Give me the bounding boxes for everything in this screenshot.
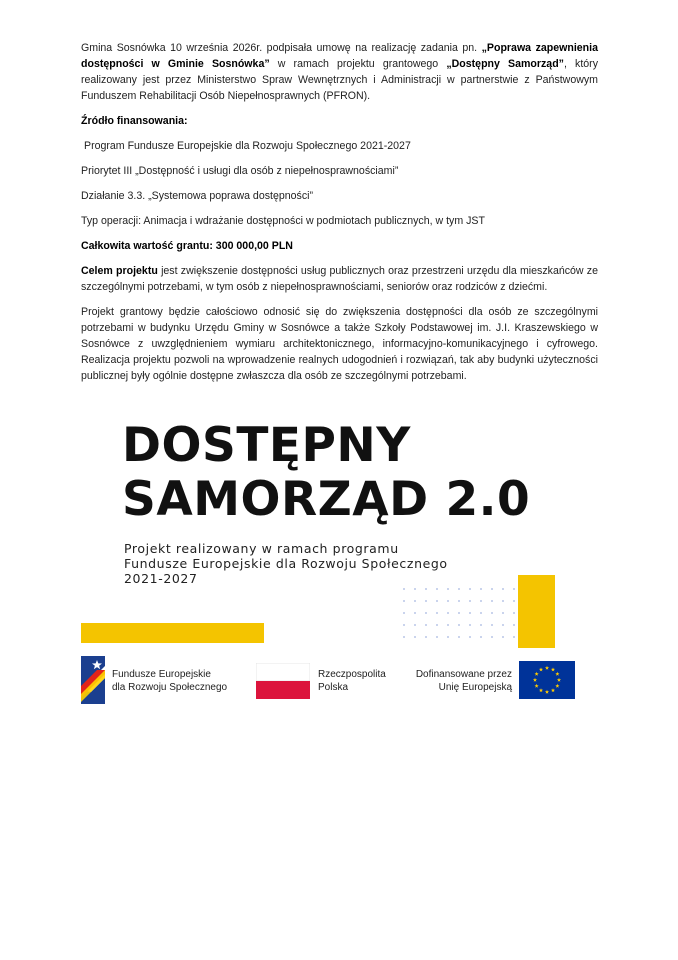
rp-logo-text: Rzeczpospolita Polska: [318, 669, 386, 693]
grid-dot: [458, 612, 460, 614]
grid-dot: [414, 612, 416, 614]
grid-dot: [414, 636, 416, 638]
grid-dot: [502, 612, 504, 614]
grid-dot: [491, 600, 493, 602]
grid-dot: [458, 600, 460, 602]
grid-dot: [502, 636, 504, 638]
grid-dot: [403, 612, 405, 614]
grid-dot: [425, 588, 427, 590]
priority-line: Priorytet III „Dostępność i usługi dla osób z niepełnosprawnościami”: [81, 165, 399, 177]
grid-dot: [480, 624, 482, 626]
yellow-accent-bar: [81, 623, 264, 643]
banner-title-line2: SAMORZĄD 2.0: [122, 472, 531, 527]
grid-dot: [403, 624, 405, 626]
decorative-dot-grid: [403, 588, 523, 648]
financing-heading: Źródło finansowania:: [81, 115, 188, 127]
grid-dot: [425, 624, 427, 626]
grid-dot: [502, 600, 504, 602]
grid-dot: [480, 588, 482, 590]
grant-value-line: Całkowita wartość grantu: 300 000,00 PLN: [81, 240, 293, 252]
grid-dot: [480, 600, 482, 602]
action-line: Działanie 3.3. „Systemowa poprawa dostępności”: [81, 190, 314, 202]
banner-subtitle-line2: Fundusze Europejskie dla Rozwoju Społecznego: [124, 556, 448, 571]
ue-logo-text: Dofinansowane przez Unię Europejską: [415, 669, 512, 693]
yellow-accent-block: [518, 575, 555, 648]
goal-paragraph: [81, 263, 598, 295]
grid-dot: [425, 636, 427, 638]
grid-dot: [414, 588, 416, 590]
grid-dot: [513, 624, 515, 626]
grid-dot: [447, 612, 449, 614]
goal-text: jest zwiększenie dostępności usług publicznych oraz przestrzeni urzędu dla mieszkańców ze szczególnymi potrzebami, w tym osób z niepełnosprawnościami, seniorów oraz rodziców z dziećmi.: [81, 265, 598, 293]
grid-dot: [447, 636, 449, 638]
banner-subtitle-line3: 2021-2027: [124, 571, 198, 586]
task-name: „Poprawa zapewnienia dostępności w Gminie Sosnówka”: [81, 42, 598, 70]
grid-dot: [491, 612, 493, 614]
grid-dot: [491, 624, 493, 626]
description-paragraph: Projekt grantowy będzie całościowo odnosić się do zwiększenia dostępności dla osób ze szczególnymi potrzebami w budynku Urzędu Gminy w Sosnówce a także Szkoły Podstawowej im. J.I. Kraszewskiego w Sosnówce z uwzględnieniem wymiaru architektonicznego, informacyjno-komunikacyjnego i cyfrowego. Realizacja projektu pozwoli na wprowadzenie realnych udogodnień i rozwiązań, tak aby budynki użyteczności publicznej były ogólnie dostępne zwłaszcza dla osób ze szczególnymi potrzebami.: [81, 306, 598, 382]
operation-type-line: Typ operacji: Animacja i wdrażanie dostępności w podmiotach publicznych, w tym JST: [81, 215, 485, 227]
grid-dot: [513, 600, 515, 602]
intro-text-3: , który realizowany jest przez Ministerstwo Spraw Wewnętrznych i Administracji w partnerstwie z Państwowym Funduszem Rehabilitacji Osób Niepełnosprawnych (PFRON).: [81, 58, 599, 102]
grid-dot: [469, 624, 471, 626]
grid-dot: [491, 588, 493, 590]
grid-dot: [447, 624, 449, 626]
fe-logo-text: Fundusze Europejskie dla Rozwoju Społecznego: [112, 669, 228, 693]
intro-text-2: w ramach projektu grantowego: [269, 58, 447, 70]
banner-title-line1: DOSTĘPNY: [122, 418, 411, 473]
banner-subtitle-line1: Projekt realizowany w ramach programu: [124, 541, 399, 556]
grid-dot: [447, 588, 449, 590]
funding-logos-strip: [81, 656, 598, 704]
grid-dot: [436, 624, 438, 626]
grid-dot: [480, 612, 482, 614]
grid-dot: [436, 600, 438, 602]
eu-flag-icon: [519, 661, 575, 704]
article-body: [81, 40, 598, 393]
grid-dot: [469, 636, 471, 638]
goal-label: Celem projektu: [81, 265, 158, 277]
grid-dot: [513, 636, 515, 638]
grid-dot: [425, 600, 427, 602]
grid-dot: [403, 588, 405, 590]
grid-dot: [447, 600, 449, 602]
grid-dot: [403, 636, 405, 638]
fe-logo-icon: [81, 656, 105, 709]
grid-dot: [502, 624, 504, 626]
grid-dot: [513, 612, 515, 614]
grid-dot: [458, 636, 460, 638]
grid-dot: [502, 588, 504, 590]
project-name: „Dostępny Samorząd”: [446, 58, 564, 70]
intro-text: Gmina Sosnówka 10 września 2026r. podpisała umowę na realizację zadania pn.: [81, 42, 482, 54]
grid-dot: [414, 600, 416, 602]
grid-dot: [469, 588, 471, 590]
grid-dot: [469, 612, 471, 614]
grid-dot: [436, 588, 438, 590]
grid-dot: [458, 624, 460, 626]
grid-dot: [469, 600, 471, 602]
grid-dot: [436, 636, 438, 638]
grid-dot: [513, 588, 515, 590]
grid-dot: [414, 624, 416, 626]
grid-dot: [491, 636, 493, 638]
grid-dot: [425, 612, 427, 614]
program-line: Program Fundusze Europejskie dla Rozwoju Społecznego 2021-2027: [84, 140, 411, 152]
intro-paragraph: [81, 40, 598, 104]
grid-dot: [436, 612, 438, 614]
dostepny-samorzad-banner: [81, 418, 598, 650]
grid-dot: [458, 588, 460, 590]
grid-dot: [403, 600, 405, 602]
grid-dot: [480, 636, 482, 638]
poland-flag-icon: [256, 663, 310, 704]
